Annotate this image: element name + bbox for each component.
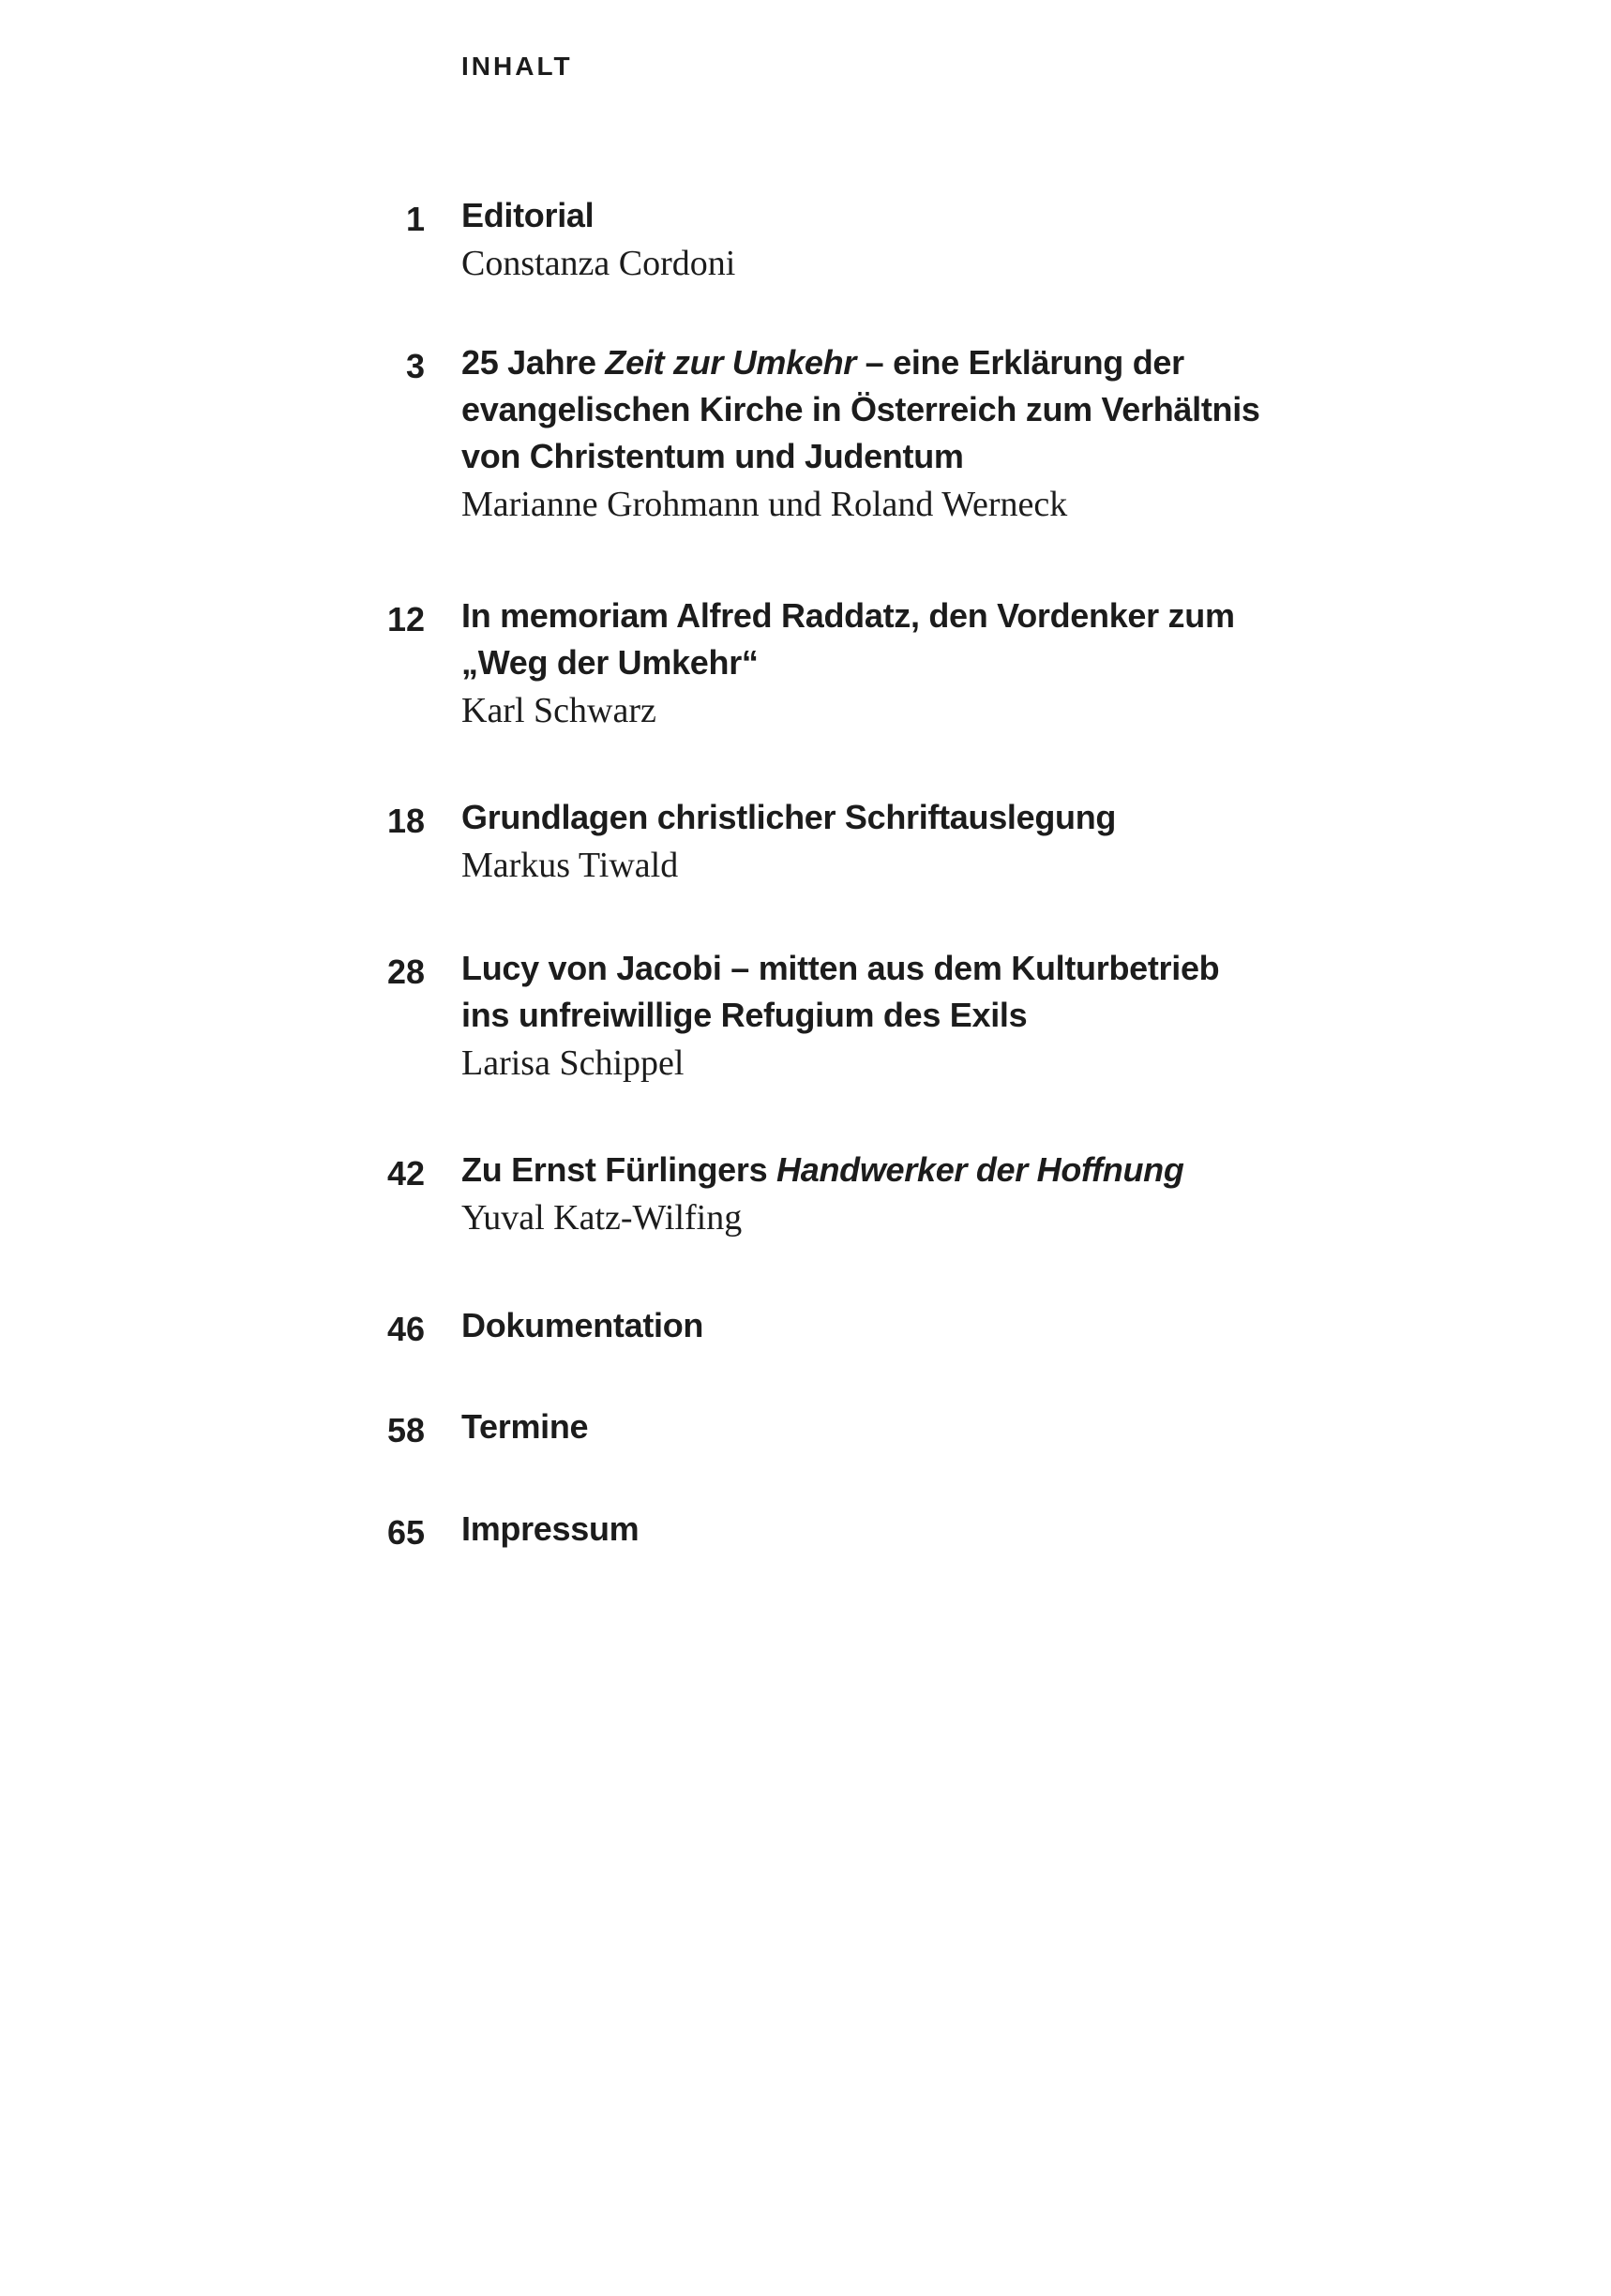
toc-entry-handwerker-der-hoffnung[interactable] — [356, 1147, 1341, 1242]
page-number: 28 — [386, 953, 425, 991]
entry-title: Grundlagen christlicher Schriftauslegung — [461, 798, 1117, 836]
toc-entry-dokumentation[interactable] — [356, 1302, 1341, 1353]
page-number: 65 — [386, 1513, 425, 1552]
toc-entry-grundlagen[interactable] — [356, 794, 1341, 890]
page-number: 3 — [405, 347, 425, 385]
entry-title: Termine — [461, 1407, 589, 1446]
entry-title — [461, 339, 1341, 386]
entry-author: Larisa Schippel — [461, 1043, 685, 1083]
title-text: – eine Erklärung der — [855, 343, 1184, 382]
title-italic-text: Zeit zur Umkehr — [605, 343, 856, 382]
page-number: 1 — [405, 200, 425, 238]
page-heading: INHALT — [461, 52, 573, 81]
title-text: Zu Ernst Fürlingers — [461, 1150, 777, 1189]
entry-author: Karl Schwarz — [461, 691, 656, 730]
entry-title — [461, 1147, 1341, 1193]
toc-entry-in-memoriam[interactable] — [356, 593, 1341, 735]
entry-author: Yuval Katz-Wilfing — [461, 1198, 743, 1238]
page-number: 12 — [386, 600, 425, 638]
entry-title: Editorial — [461, 196, 595, 234]
entry-title-line: „Weg der Umkehr“ — [461, 643, 759, 682]
toc-entry-editorial[interactable] — [356, 192, 1341, 288]
toc-entry-zeit-zur-umkehr[interactable] — [356, 339, 1341, 529]
toc-entry-impressum[interactable] — [356, 1506, 1341, 1556]
entry-title: Impressum — [461, 1509, 640, 1548]
page-number: 46 — [386, 1310, 425, 1348]
page-number: 42 — [386, 1154, 425, 1193]
toc-entry-termine[interactable] — [356, 1403, 1341, 1454]
title-italic-text: Handwerker der Hoffnung — [776, 1150, 1184, 1189]
entry-title: In memoriam Alfred Raddatz, den Vordenker zum — [461, 596, 1235, 635]
entry-title-line: ins unfreiwillige Refugium des Exils — [461, 996, 1028, 1034]
entry-author: Constanza Cordoni — [461, 244, 736, 283]
entry-title: Lucy von Jacobi – mitten aus dem Kulturbetrieb — [461, 949, 1220, 987]
entry-author: Markus Tiwald — [461, 846, 679, 885]
entry-title: Dokumentation — [461, 1306, 704, 1344]
entry-title-line: evangelischen Kirche in Österreich zum Verhältnis — [461, 390, 1260, 428]
entry-author: Marianne Grohmann und Roland Werneck — [461, 485, 1068, 524]
page-number: 58 — [386, 1411, 425, 1449]
entry-title-line: von Christentum und Judentum — [461, 437, 964, 475]
toc-entry-lucy-von-jacobi[interactable] — [356, 945, 1341, 1088]
page-number: 18 — [386, 802, 425, 840]
title-text: 25 Jahre — [461, 343, 606, 382]
